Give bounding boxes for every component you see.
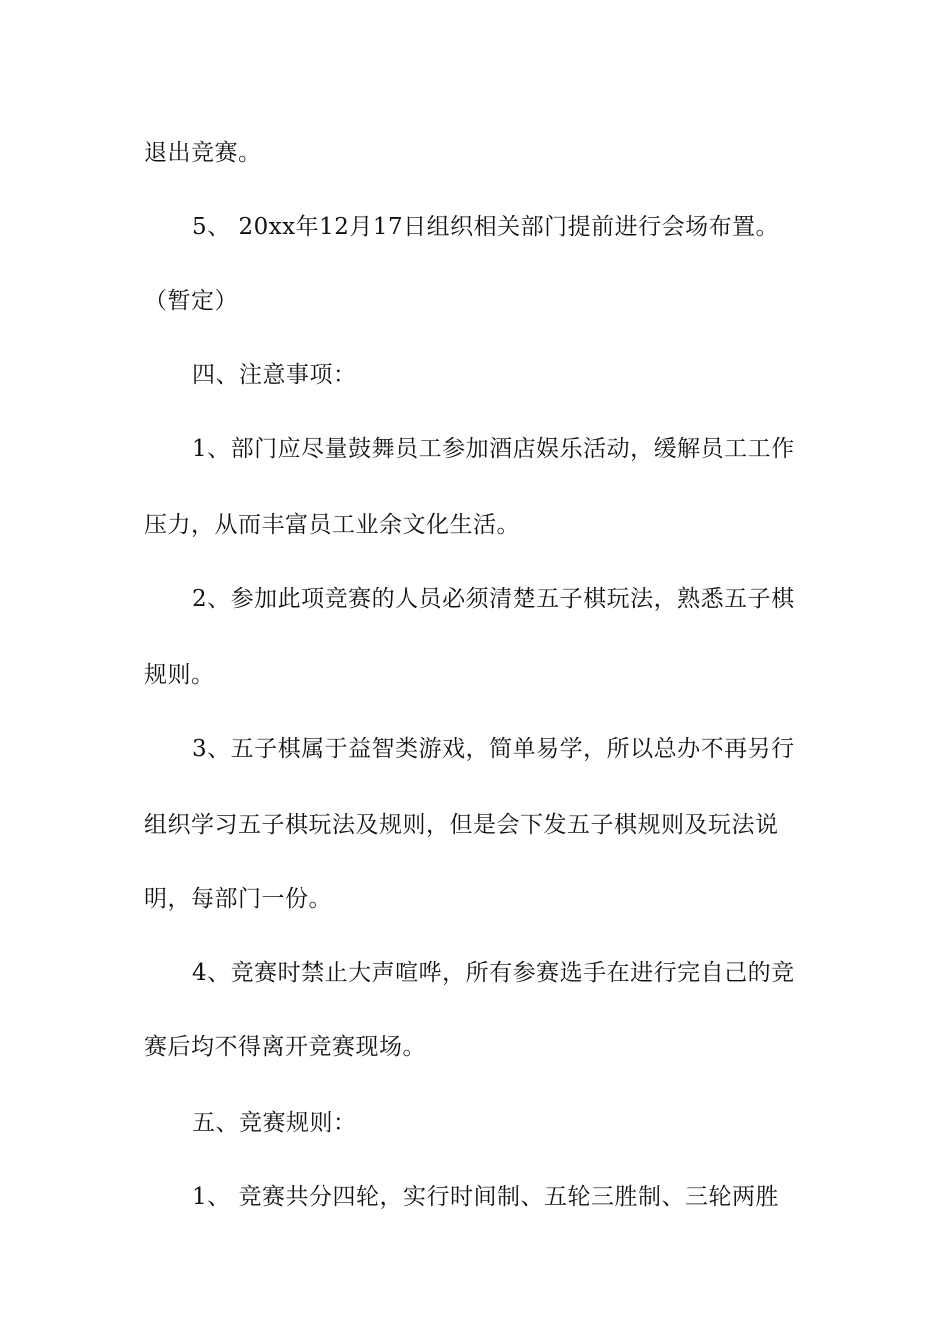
text-line-note-3a: 3、五子棋属于益智类游戏，简单易学，所以总办不再另行 (192, 736, 795, 762)
text-line-note-1b: 压力，从而丰富员工业余文化生活。 (144, 512, 520, 538)
text-line-item-5: 5、 20xx年12月17日组织相关部门提前进行会场布置。 (192, 214, 780, 240)
text-line-note-2b: 规则。 (144, 662, 215, 688)
text-line-note-4b: 赛后均不得离开竞赛现场。 (144, 1034, 426, 1060)
text-line-note-2a: 2、参加此项竞赛的人员必须清楚五子棋玩法，熟悉五子棋 (192, 586, 795, 612)
text-line-note-1a: 1、部门应尽量鼓舞员工参加酒店娱乐活动，缓解员工工作 (192, 436, 795, 462)
text-line-note-3c: 明，每部门一份。 (144, 886, 332, 912)
text-line-note-4a: 4、竞赛时禁止大声喧哗，所有参赛选手在进行完自己的竞 (192, 960, 795, 986)
text-line-withdraw: 退出竞赛。 (144, 140, 262, 166)
text-line-note-3b: 组织学习五子棋玩法及规则，但是会下发五子棋规则及玩法说 (144, 812, 779, 838)
section-heading-rules: 五、竞赛规则： (192, 1110, 357, 1136)
text-line-tentative: （暂定） (144, 288, 238, 314)
section-heading-notes: 四、注意事项： (192, 362, 357, 388)
text-line-rule-1: 1、 竞赛共分四轮，实行时间制、五轮三胜制、三轮两胜 (192, 1184, 779, 1210)
